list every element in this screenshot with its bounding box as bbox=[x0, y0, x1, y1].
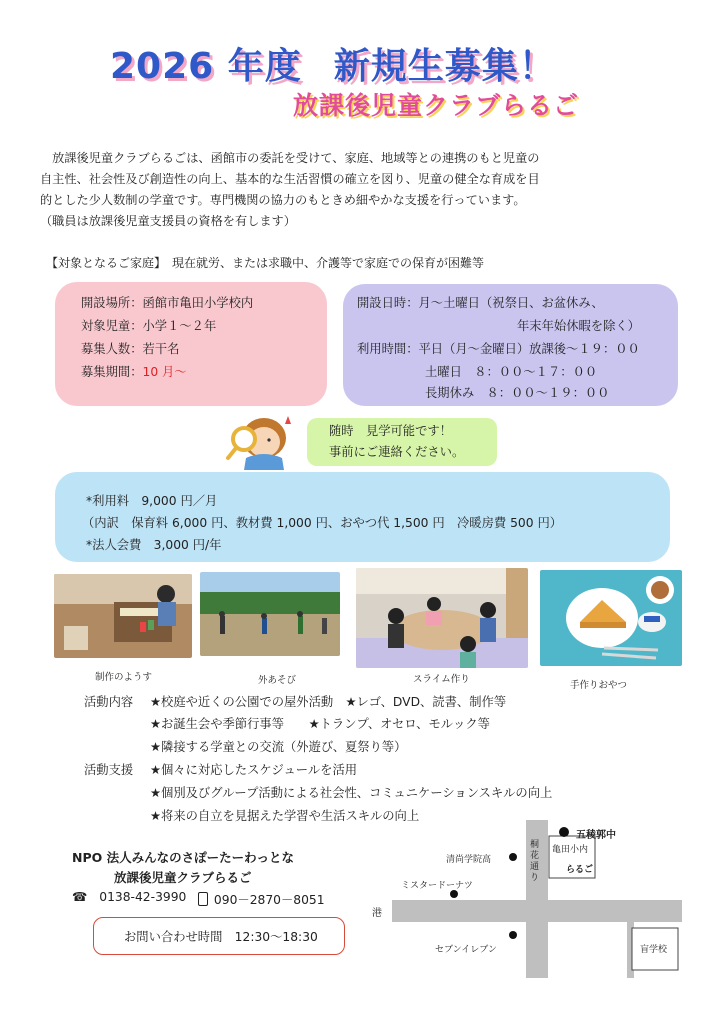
homemade-snack-photo bbox=[540, 570, 682, 666]
org-name: NPO 法人みんなのさぽーたーわっとな bbox=[72, 850, 294, 865]
mobile-number: 090－2870－8051 bbox=[213, 893, 325, 907]
photo-caption: 外あそび bbox=[258, 675, 297, 686]
map-blind-school: 盲学校 bbox=[640, 945, 668, 955]
period-label: 募集期間： bbox=[81, 365, 143, 379]
activity-item: ★隣接する学童との交流（外遊び、夏祭り等） bbox=[150, 740, 407, 754]
intro-line: 自主性、社会性及び創造性の向上、基本的な生活習慣の確立を図り、児童の健全な育成を目 bbox=[40, 172, 540, 186]
open-days-cont: 年末年始休暇を除く） bbox=[517, 319, 640, 333]
period bbox=[81, 361, 187, 384]
slime-making-photo bbox=[356, 568, 528, 668]
phone-icon: ☎ bbox=[72, 890, 88, 904]
support-item: ★個々に対応したスケジュールを活用 bbox=[150, 763, 358, 777]
mobile bbox=[198, 890, 325, 908]
info-box-right bbox=[343, 284, 678, 406]
visit-line-1: 随時 見学可能です！ bbox=[329, 424, 452, 438]
fee-monthly: *利用料 9,000 円／月 bbox=[86, 494, 218, 508]
map-donut: ミスタードーナツ bbox=[401, 881, 473, 891]
title-year: 2026 年度 bbox=[110, 46, 302, 87]
intro-line: 放課後児童クラブらるごは、函館市の委託を受けて、家庭、地域等との連携のもと児童の bbox=[40, 151, 540, 165]
support-item: ★個別及びグループ活動による社会性、コミュニケーションスキルの向上 bbox=[150, 786, 553, 800]
club-name: 放課後児童クラブらるご bbox=[114, 870, 252, 885]
info-box-left bbox=[55, 282, 327, 406]
visit-note bbox=[307, 418, 497, 466]
support-label: 活動支援 bbox=[84, 763, 134, 777]
phone-number: 0138-42-3990 bbox=[99, 890, 187, 904]
intro-line: （職員は放課後児童支援員の資格を有します） bbox=[40, 214, 296, 228]
title-main bbox=[110, 38, 556, 89]
activity-item: ★お誕生会や季節行事等 ★トランプ、オセロ、モルック等 bbox=[150, 717, 490, 731]
map-road: 桐花通り bbox=[530, 840, 540, 883]
hours-weekday: 利用時間：平日（月～金曜日）放課後～１９：００ bbox=[357, 342, 640, 356]
phone bbox=[72, 890, 186, 904]
fee-breakdown: （内訳 保育料 6,000 円、教材費 1,000 円、おやつ代 1,500 円 冷暖房費 500 円） bbox=[82, 516, 563, 530]
hours-saturday: 土曜日 ８：００～１７：００ bbox=[425, 365, 598, 379]
fee-membership: *法人会費 3,000 円/年 bbox=[86, 538, 222, 552]
capacity: 募集人数：若干名 bbox=[81, 342, 180, 356]
location: 開設場所：函館市亀田小学校内 bbox=[81, 296, 254, 310]
photo-caption: スライム作り bbox=[413, 674, 470, 685]
magnifier-girl-icon bbox=[222, 412, 300, 470]
contact-hours: お問い合わせ時間 12:30～18:30 bbox=[124, 930, 318, 944]
photo-caption: 手作りおやつ bbox=[570, 680, 628, 691]
subtitle: 放課後児童クラブらるご bbox=[293, 91, 580, 120]
contact-hours-box bbox=[93, 917, 345, 955]
students: 対象児童：小学１～２年 bbox=[81, 319, 217, 333]
title-recruit: 新規生募集！ bbox=[333, 46, 556, 87]
target-family: 【対象となるご家庭】 現在就労、または求職中、介護等で家庭での保育が困難等 bbox=[46, 256, 485, 270]
activity-item: ★校庭や近くの公園での屋外活動 ★レゴ、DVD、読書、制作等 bbox=[150, 695, 507, 709]
map-port: 港 bbox=[372, 908, 382, 919]
map-high-school: 清尚学院高 bbox=[446, 855, 492, 865]
open-days: 開設日時：月～土曜日（祝祭日、お盆休み、 bbox=[357, 296, 604, 310]
map-junior-high: 五稜郭中 bbox=[576, 830, 616, 841]
map-school: 亀田小内 bbox=[552, 845, 589, 855]
visit-line-2: 事前にご連絡ください。 bbox=[329, 445, 465, 459]
outdoor-play-photo bbox=[200, 572, 340, 656]
intro-text bbox=[40, 148, 690, 232]
mobile-phone-icon bbox=[198, 892, 208, 906]
map-seven: セブンイレブン bbox=[435, 945, 497, 955]
fee-box bbox=[55, 472, 670, 562]
intro-line: 的とした少人数制の学童です。専門機関の協力のもときめ細やかな支援を行っています。 bbox=[40, 193, 526, 207]
activities-label: 活動内容 bbox=[84, 695, 134, 709]
craft-photo bbox=[54, 574, 192, 658]
period-value: 10 月～ bbox=[142, 365, 187, 379]
map-club: らるご bbox=[566, 865, 594, 875]
hours-holiday: 長期休み ８：００～１９：００ bbox=[425, 386, 610, 400]
photo-caption: 制作のようす bbox=[95, 672, 153, 683]
support-item: ★将来の自立を見据えた学習や生活スキルの向上 bbox=[150, 809, 420, 823]
